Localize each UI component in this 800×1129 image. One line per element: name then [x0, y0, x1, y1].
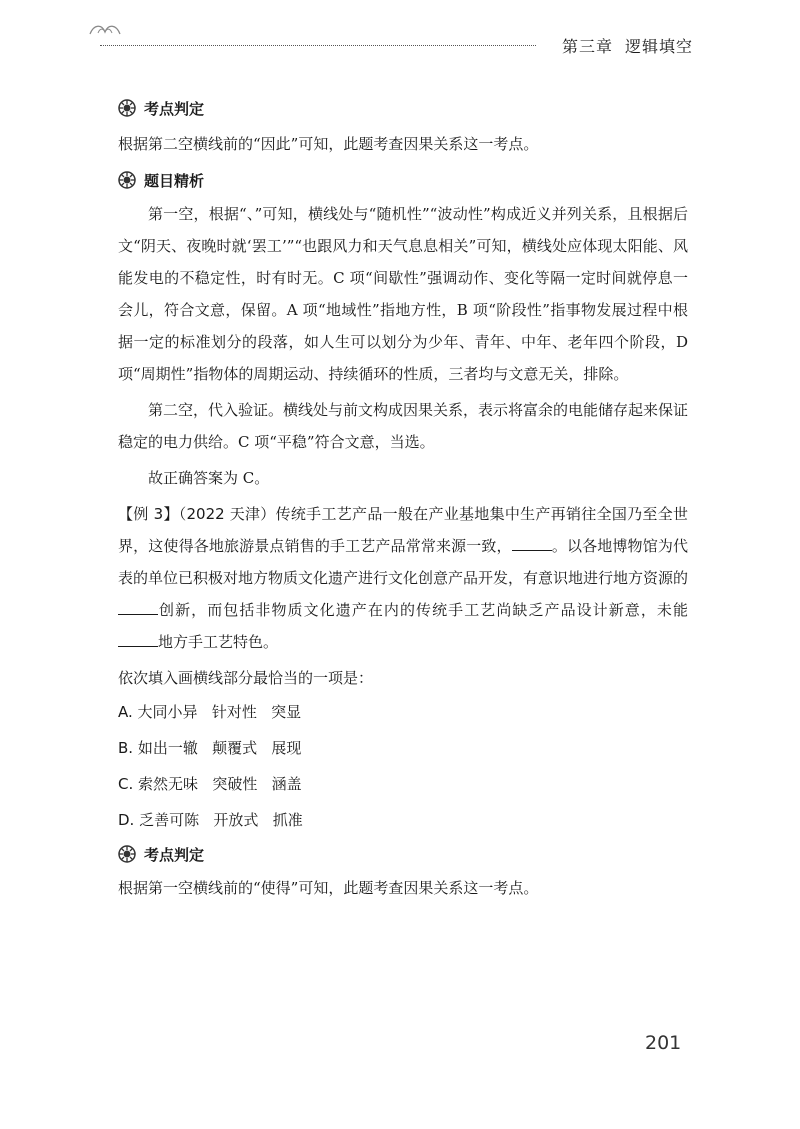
kaodian-2-text: 根据第一空横线前的“使得”可知，此题考查因果关系这一考点。	[118, 879, 539, 897]
analysis-paragraph-1: 第一空，根据“、”可知，横线处与“随机性”“波动性”构成近义并列关系，且根据后文“阴天、夜晚时就‘罢工’”“也跟风力和天气息息相关”可知，横线处应体现太阳能、风能发电的不稳定性，时有时无。C 项“间歇性”强调动作、变化等隔一定时间就停息一会儿，符合文意，保留。A 项“地域性”指地方性，B 项“阶段性”指事物发展过程中根据一定的标准划分的段落，如人生可以划分为少年、青年、中年、老年四个阶段，D 项“周期性”指物体的周期运动、持续循环的性质，三者均与文意无关，排除。	[118, 205, 688, 383]
example-text-2: 。以各地博物馆为代表的单位已积极对地方物质文化遗产进行文化创意产品开发，有意识地进行地方资源的	[118, 537, 689, 587]
section-heading-jingxi	[118, 168, 688, 192]
page-body	[118, 96, 688, 904]
example-tag: 【例 3】	[118, 505, 179, 523]
analysis-paragraph-2: 第二空，代入验证。横线处与前文构成因果关系，表示将富余的电能储存起来保证稳定的电力供给。C 项“平稳”符合文意，当选。	[118, 401, 689, 451]
page-number: 201	[645, 1032, 682, 1054]
section-title: 考点判定	[144, 99, 205, 118]
chapter-number: 第三章	[562, 37, 614, 56]
flower-bullet-icon	[118, 845, 136, 863]
example-text-1: 传统手工艺产品一般在产业基地集中生产再销往全国乃至全世界，这使得各地旅游景点销售的手工艺产品常常来源一致，	[118, 505, 688, 555]
blank-1	[512, 536, 552, 551]
example-text-3: 创新，而包括非物质文化遗产在内的传统手工艺尚缺乏产品设计新意，未能	[158, 601, 688, 619]
option-b: B. 如出一辙 颠覆式 展现	[118, 739, 302, 757]
example-source: （2022 天津）	[178, 505, 276, 523]
section-title: 考点判定	[144, 845, 205, 864]
kaodian-text: 根据第二空横线前的“因此”可知，此题考查因果关系这一考点。	[118, 135, 539, 153]
leaf-ornament-icon	[88, 22, 122, 36]
option-a: A. 大同小异 针对性 突显	[118, 703, 302, 721]
section-title: 题目精析	[144, 171, 205, 190]
blank-3	[118, 632, 158, 647]
option-c: C. 索然无味 突破性 涵盖	[118, 775, 302, 793]
flower-bullet-icon	[118, 99, 136, 117]
chapter-title: 逻辑填空	[625, 37, 694, 56]
option-d: D. 乏善可陈 开放式 抓准	[118, 811, 303, 829]
example-prompt: 依次填入画横线部分最恰当的一项是：	[118, 669, 374, 687]
section-heading-kaodian	[118, 96, 688, 120]
example-question	[118, 498, 688, 658]
header-rule	[100, 45, 536, 46]
answer-line: 故正确答案为 C。	[148, 469, 270, 487]
flower-bullet-icon	[118, 171, 136, 189]
example-text-4: 地方手工艺特色。	[158, 633, 279, 651]
running-header	[550, 34, 693, 57]
blank-2	[118, 600, 158, 615]
section-heading-kaodian-2	[118, 842, 688, 866]
